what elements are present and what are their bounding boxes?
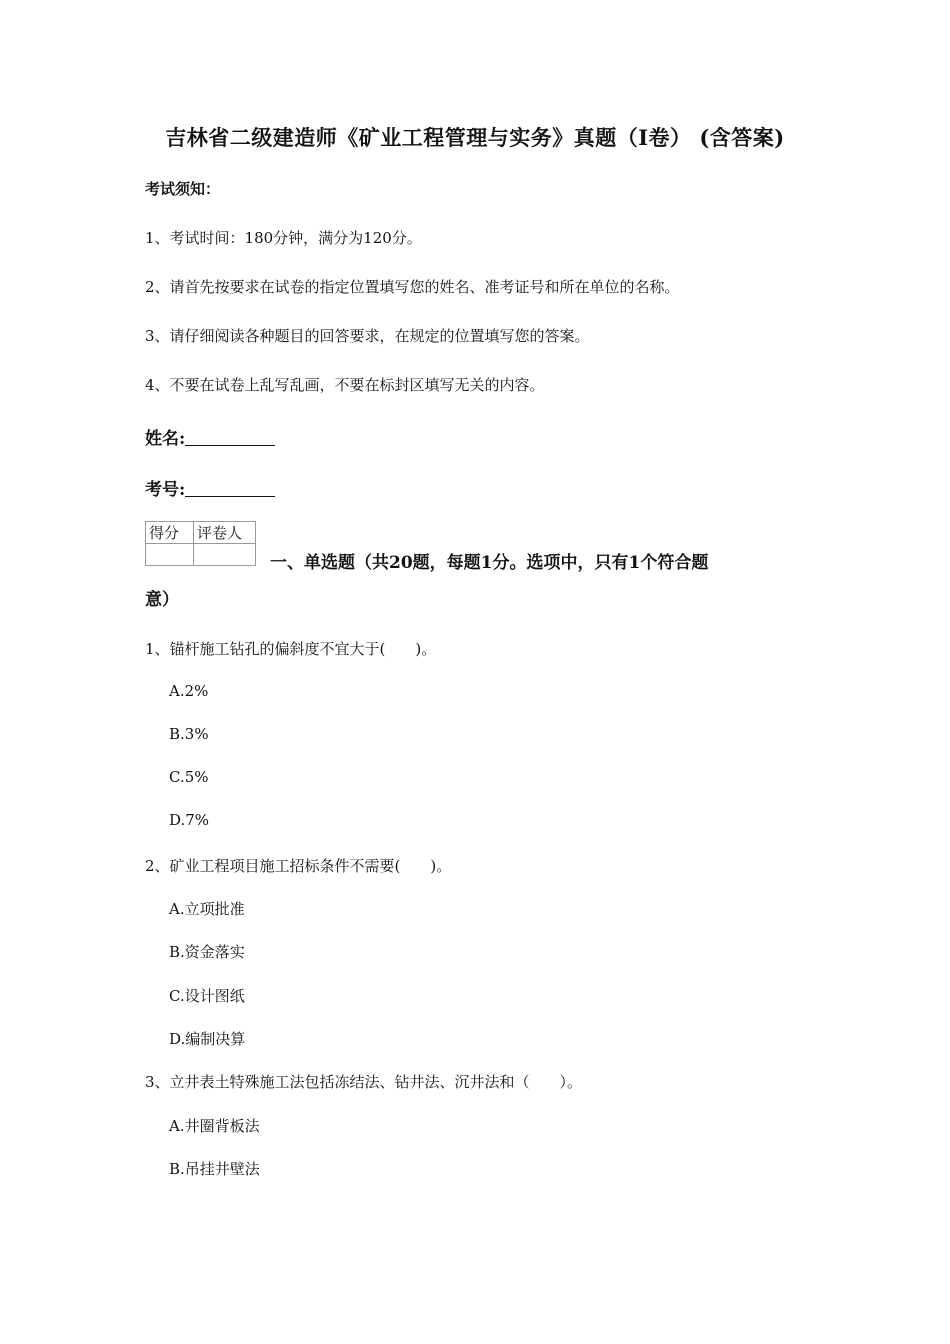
question-stem: 1、锚杆施工钻孔的偏斜度不宜大于( )。 <box>145 640 437 658</box>
answer-option: C.设计图纸 <box>169 987 245 1005</box>
section-heading-continued: 意） <box>145 590 179 610</box>
score-cell <box>146 544 194 566</box>
grader-column-header: 评卷人 <box>194 522 256 544</box>
answer-option: B.吊挂井壁法 <box>169 1160 260 1178</box>
notice-item: 2、请首先按要求在试卷的指定位置填写您的姓名、准考证号和所在单位的名称。 <box>145 278 680 296</box>
grader-cell <box>194 544 256 566</box>
answer-option: C.5% <box>169 768 209 786</box>
exam-number-blank-line <box>185 495 275 497</box>
question-stem: 2、矿业工程项目施工招标条件不需要( )。 <box>145 857 452 875</box>
score-column-header: 得分 <box>146 522 194 544</box>
exam-number-field <box>145 475 275 500</box>
notice-item: 4、不要在试卷上乱写乱画，不要在标封区填写无关的内容。 <box>145 376 545 394</box>
name-field <box>145 424 275 449</box>
answer-option: D.7% <box>169 811 210 829</box>
page-title: 吉林省二级建造师《矿业工程管理与实务》真题（I卷） (含答案) <box>165 125 785 150</box>
answer-option: D.编制决算 <box>169 1030 246 1048</box>
score-table <box>145 521 256 566</box>
notice-heading: 考试须知： <box>145 180 221 198</box>
answer-option: A.井圈背板法 <box>169 1117 260 1135</box>
answer-option: A.立项批准 <box>169 900 245 918</box>
answer-option: B.资金落实 <box>169 943 245 961</box>
score-table-blank-row <box>146 544 256 566</box>
name-label: 姓名: <box>145 429 186 449</box>
answer-option: B.3% <box>169 725 209 743</box>
question-stem: 3、立井表土特殊施工法包括冻结法、钻井法、沉井法和（ ）。 <box>145 1073 583 1091</box>
answer-option: A.2% <box>169 682 209 700</box>
score-table-header-row <box>146 522 256 544</box>
notice-item: 3、请仔细阅读各种题目的回答要求，在规定的位置填写您的答案。 <box>145 327 590 345</box>
exam-number-label: 考号: <box>145 480 186 500</box>
notice-item: 1、考试时间：180分钟，满分为120分。 <box>145 229 422 247</box>
name-blank-line <box>185 444 275 446</box>
section-heading: 一、单选题（共20题，每题1分。选项中，只有1个符合题 <box>270 553 709 573</box>
